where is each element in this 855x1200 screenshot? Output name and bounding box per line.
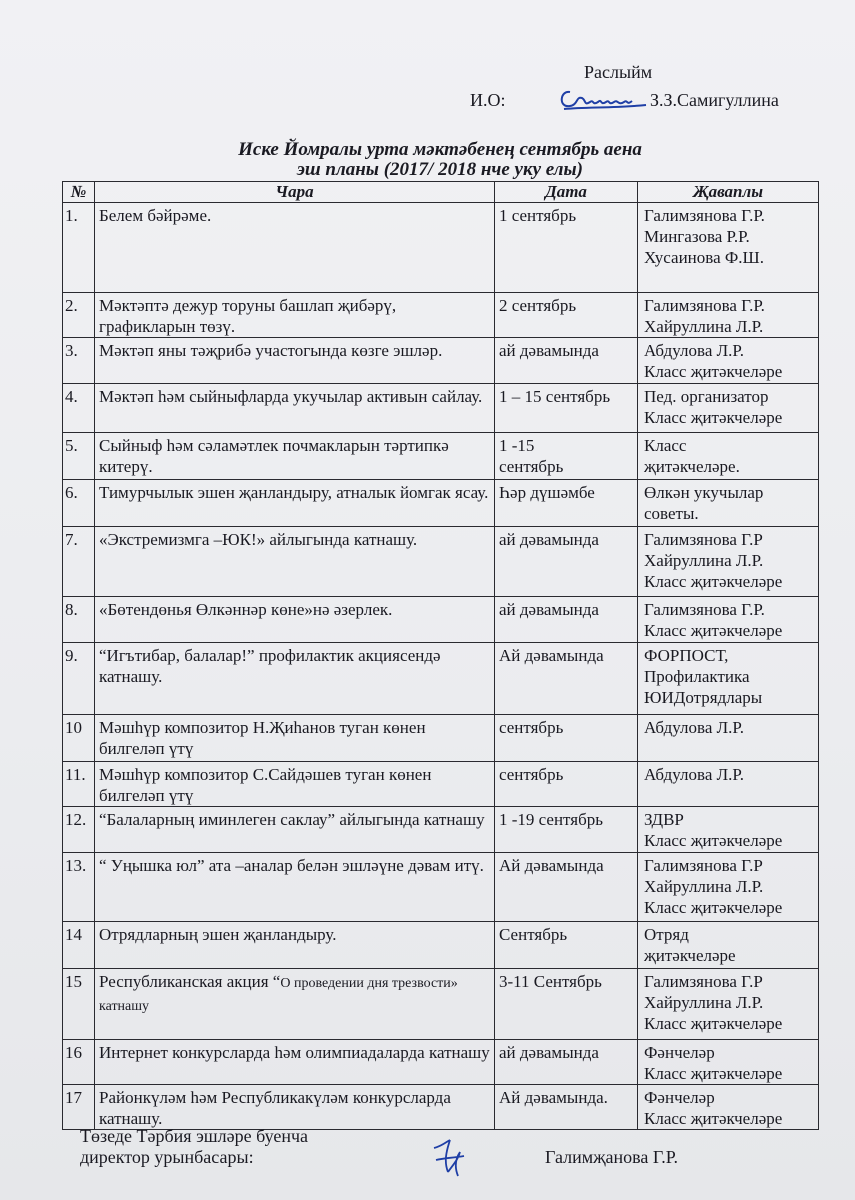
row-date: Һәр дүшәмбе <box>495 480 638 527</box>
row-event: “Балаларның иминлеген саклау” айлыгында катнашу <box>95 807 495 853</box>
table-row <box>63 338 819 384</box>
row-event <box>95 969 495 1040</box>
footer-line-1 <box>80 1126 308 1147</box>
row-event: “Игътибар, балалар!” профилактик акциясендә катнашу. <box>95 643 495 715</box>
row-number: 13. <box>63 853 95 922</box>
row-number: 7. <box>63 527 95 597</box>
row-number: 2. <box>63 293 95 338</box>
row-date: ай дәвамында <box>495 1040 638 1085</box>
footer-line-2: директор урынбасары: <box>80 1147 254 1167</box>
row-event: Интернет конкурсларда һәм олимпиадаларда катнашу <box>95 1040 495 1085</box>
table-row <box>63 922 819 969</box>
row-number: 8. <box>63 597 95 643</box>
table-row <box>63 527 819 597</box>
row-responsible: Галимзянова Г.Р. Хайруллина Л.Р. <box>638 293 819 338</box>
table-row <box>63 1085 819 1130</box>
row-number: 12. <box>63 807 95 853</box>
row-number: 1. <box>63 203 95 293</box>
row-date: ай дәвамында <box>495 597 638 643</box>
row-date: 1 -19 сентябрь <box>495 807 638 853</box>
row-event: Тимурчылык эшен җанландыру, атналык йомгак ясау. <box>95 480 495 527</box>
row-event: Мәктәптә дежур торуны башлап җибәрү, графикларын төзү. <box>95 293 495 338</box>
table-row <box>63 293 819 338</box>
row-date: 1 – 15 сентябрь <box>495 384 638 433</box>
row-responsible: Абдулова Л.Р. Класс җитәкчеләре <box>638 338 819 384</box>
row-number: 3. <box>63 338 95 384</box>
row-event: Мәктәп яны тәҗрибә участогында көзге эшләр. <box>95 338 495 384</box>
header-responsible: Җаваплы <box>638 182 819 203</box>
table-row <box>63 597 819 643</box>
row-number: 9. <box>63 643 95 715</box>
row-responsible: Класс җитәкчеләре. <box>638 433 819 480</box>
row-responsible: Отряд җитәкчеләре <box>638 922 819 969</box>
row-responsible: Фәнчеләр Класс җитәкчеләре <box>638 1040 819 1085</box>
row-responsible: Пед. организатор Класс җитәкчеләре <box>638 384 819 433</box>
document-title <box>150 140 730 180</box>
row-event: Районкүләм һәм Республикакүләм конкурсларда катнашу. <box>95 1085 495 1130</box>
row-date: Сентябрь <box>495 922 638 969</box>
row-date: 1 -15 сентябрь <box>495 433 638 480</box>
row-number: 10 <box>63 715 95 762</box>
row-event: Отрядларның эшен җанландыру. <box>95 922 495 969</box>
director-signature-icon <box>556 84 648 114</box>
row-date: Ай дәвамында <box>495 643 638 715</box>
row-date: ай дәвамында <box>495 338 638 384</box>
row-event: Мәктәп һәм сыйныфларда укучылар активын сайлау. <box>95 384 495 433</box>
row-event: Мәшһүр композитор С.Сайдәшев туган көнен билгеләп үтү <box>95 762 495 807</box>
row-number: 14 <box>63 922 95 969</box>
header-event: Чара <box>95 182 495 203</box>
row-number: 17 <box>63 1085 95 1130</box>
table-row <box>63 1040 819 1085</box>
row-responsible: Галимзянова Г.Р Хайруллина Л.Р. Класс җитәкчеләре <box>638 527 819 597</box>
deputy-name: Галимҗанова Г.Р. <box>545 1147 679 1167</box>
row-date: 1 сентябрь <box>495 203 638 293</box>
row-date: сентябрь <box>495 715 638 762</box>
row-number: 15 <box>63 969 95 1040</box>
table-row <box>63 853 819 922</box>
row-event: «Экстремизмга –ЮК!» айлыгында катнашу. <box>95 527 495 597</box>
row-responsible: Галимзянова Г.Р. Мингазова Р.Р. Хусаинова Ф.Ш. <box>638 203 819 293</box>
row-responsible: Галимзянова Г.Р Хайруллина Л.Р. Класс җитәкчеләре <box>638 969 819 1040</box>
row-responsible: Абдулова Л.Р. <box>638 715 819 762</box>
approval-prefix: И.О: <box>470 90 506 110</box>
footer-prefix: Төзеде <box>80 1126 133 1146</box>
row-event: Мәшһүр композитор Н.Җиһанов туган көнен билгеләп үтү <box>95 715 495 762</box>
row-responsible: ФОРПОСТ, Профилактика ЮИДотрядлары <box>638 643 819 715</box>
table-row <box>63 807 819 853</box>
row-responsible: Галимзянова Г.Р Хайруллина Л.Р. Класс җитәкчеләре <box>638 853 819 922</box>
title-line-1: Иске Йомралы урта мәктәбенең сентябрь аена <box>238 139 642 160</box>
row-responsible: Фәнчеләр Класс җитәкчеләре <box>638 1085 819 1130</box>
deputy-signature-icon <box>430 1138 470 1180</box>
row-event-text: Республиканская акция “ <box>99 972 281 991</box>
row-number: 5. <box>63 433 95 480</box>
table-row <box>63 762 819 807</box>
row-date: сентябрь <box>495 762 638 807</box>
row-number: 11. <box>63 762 95 807</box>
row-date: Ай дәвамында. <box>495 1085 638 1130</box>
approval-label: Раслыйм <box>584 62 653 82</box>
header-date: Дата <box>495 182 638 203</box>
row-responsible: Өлкән укучылар советы. <box>638 480 819 527</box>
row-number: 4. <box>63 384 95 433</box>
table-row <box>63 969 819 1040</box>
row-event-small-text: О проведении дня трезвости» катнашу <box>99 976 458 1014</box>
row-event: «Бөтендөнья Өлкәннәр көне»нә әзерлек. <box>95 597 495 643</box>
table-row <box>63 643 819 715</box>
row-date: 2 сентябрь <box>495 293 638 338</box>
row-date: 3-11 Сентябрь <box>495 969 638 1040</box>
table-row <box>63 203 819 293</box>
row-responsible: Галимзянова Г.Р. Класс җитәкчеләре <box>638 597 819 643</box>
row-event: Сыйныф һәм сәламәтлек почмакларын тәртипкә китерү. <box>95 433 495 480</box>
header-number: № <box>63 182 95 203</box>
table-row <box>63 433 819 480</box>
row-event: Белем бәйрәме. <box>95 203 495 293</box>
row-responsible: ЗДВР Класс җитәкчеләре <box>638 807 819 853</box>
row-number: 16 <box>63 1040 95 1085</box>
plan-table <box>62 181 819 1130</box>
director-name: З.З.Самигуллина <box>650 90 779 110</box>
row-responsible: Абдулова Л.Р. <box>638 762 819 807</box>
title-line-2: эш планы (2017/ 2018 нче уку елы) <box>296 159 584 180</box>
row-event: “ Уңышка юл” ата –аналар белән эшләүне дәвам итү. <box>95 853 495 922</box>
table-row <box>63 715 819 762</box>
row-number: 6. <box>63 480 95 527</box>
table-header-row <box>63 182 819 203</box>
row-date: ай дәвамында <box>495 527 638 597</box>
table-row <box>63 384 819 433</box>
table-row <box>63 480 819 527</box>
footer-role-line-1: Тәрбия эшләре буенча <box>136 1126 309 1146</box>
row-date: Ай дәвамында <box>495 853 638 922</box>
